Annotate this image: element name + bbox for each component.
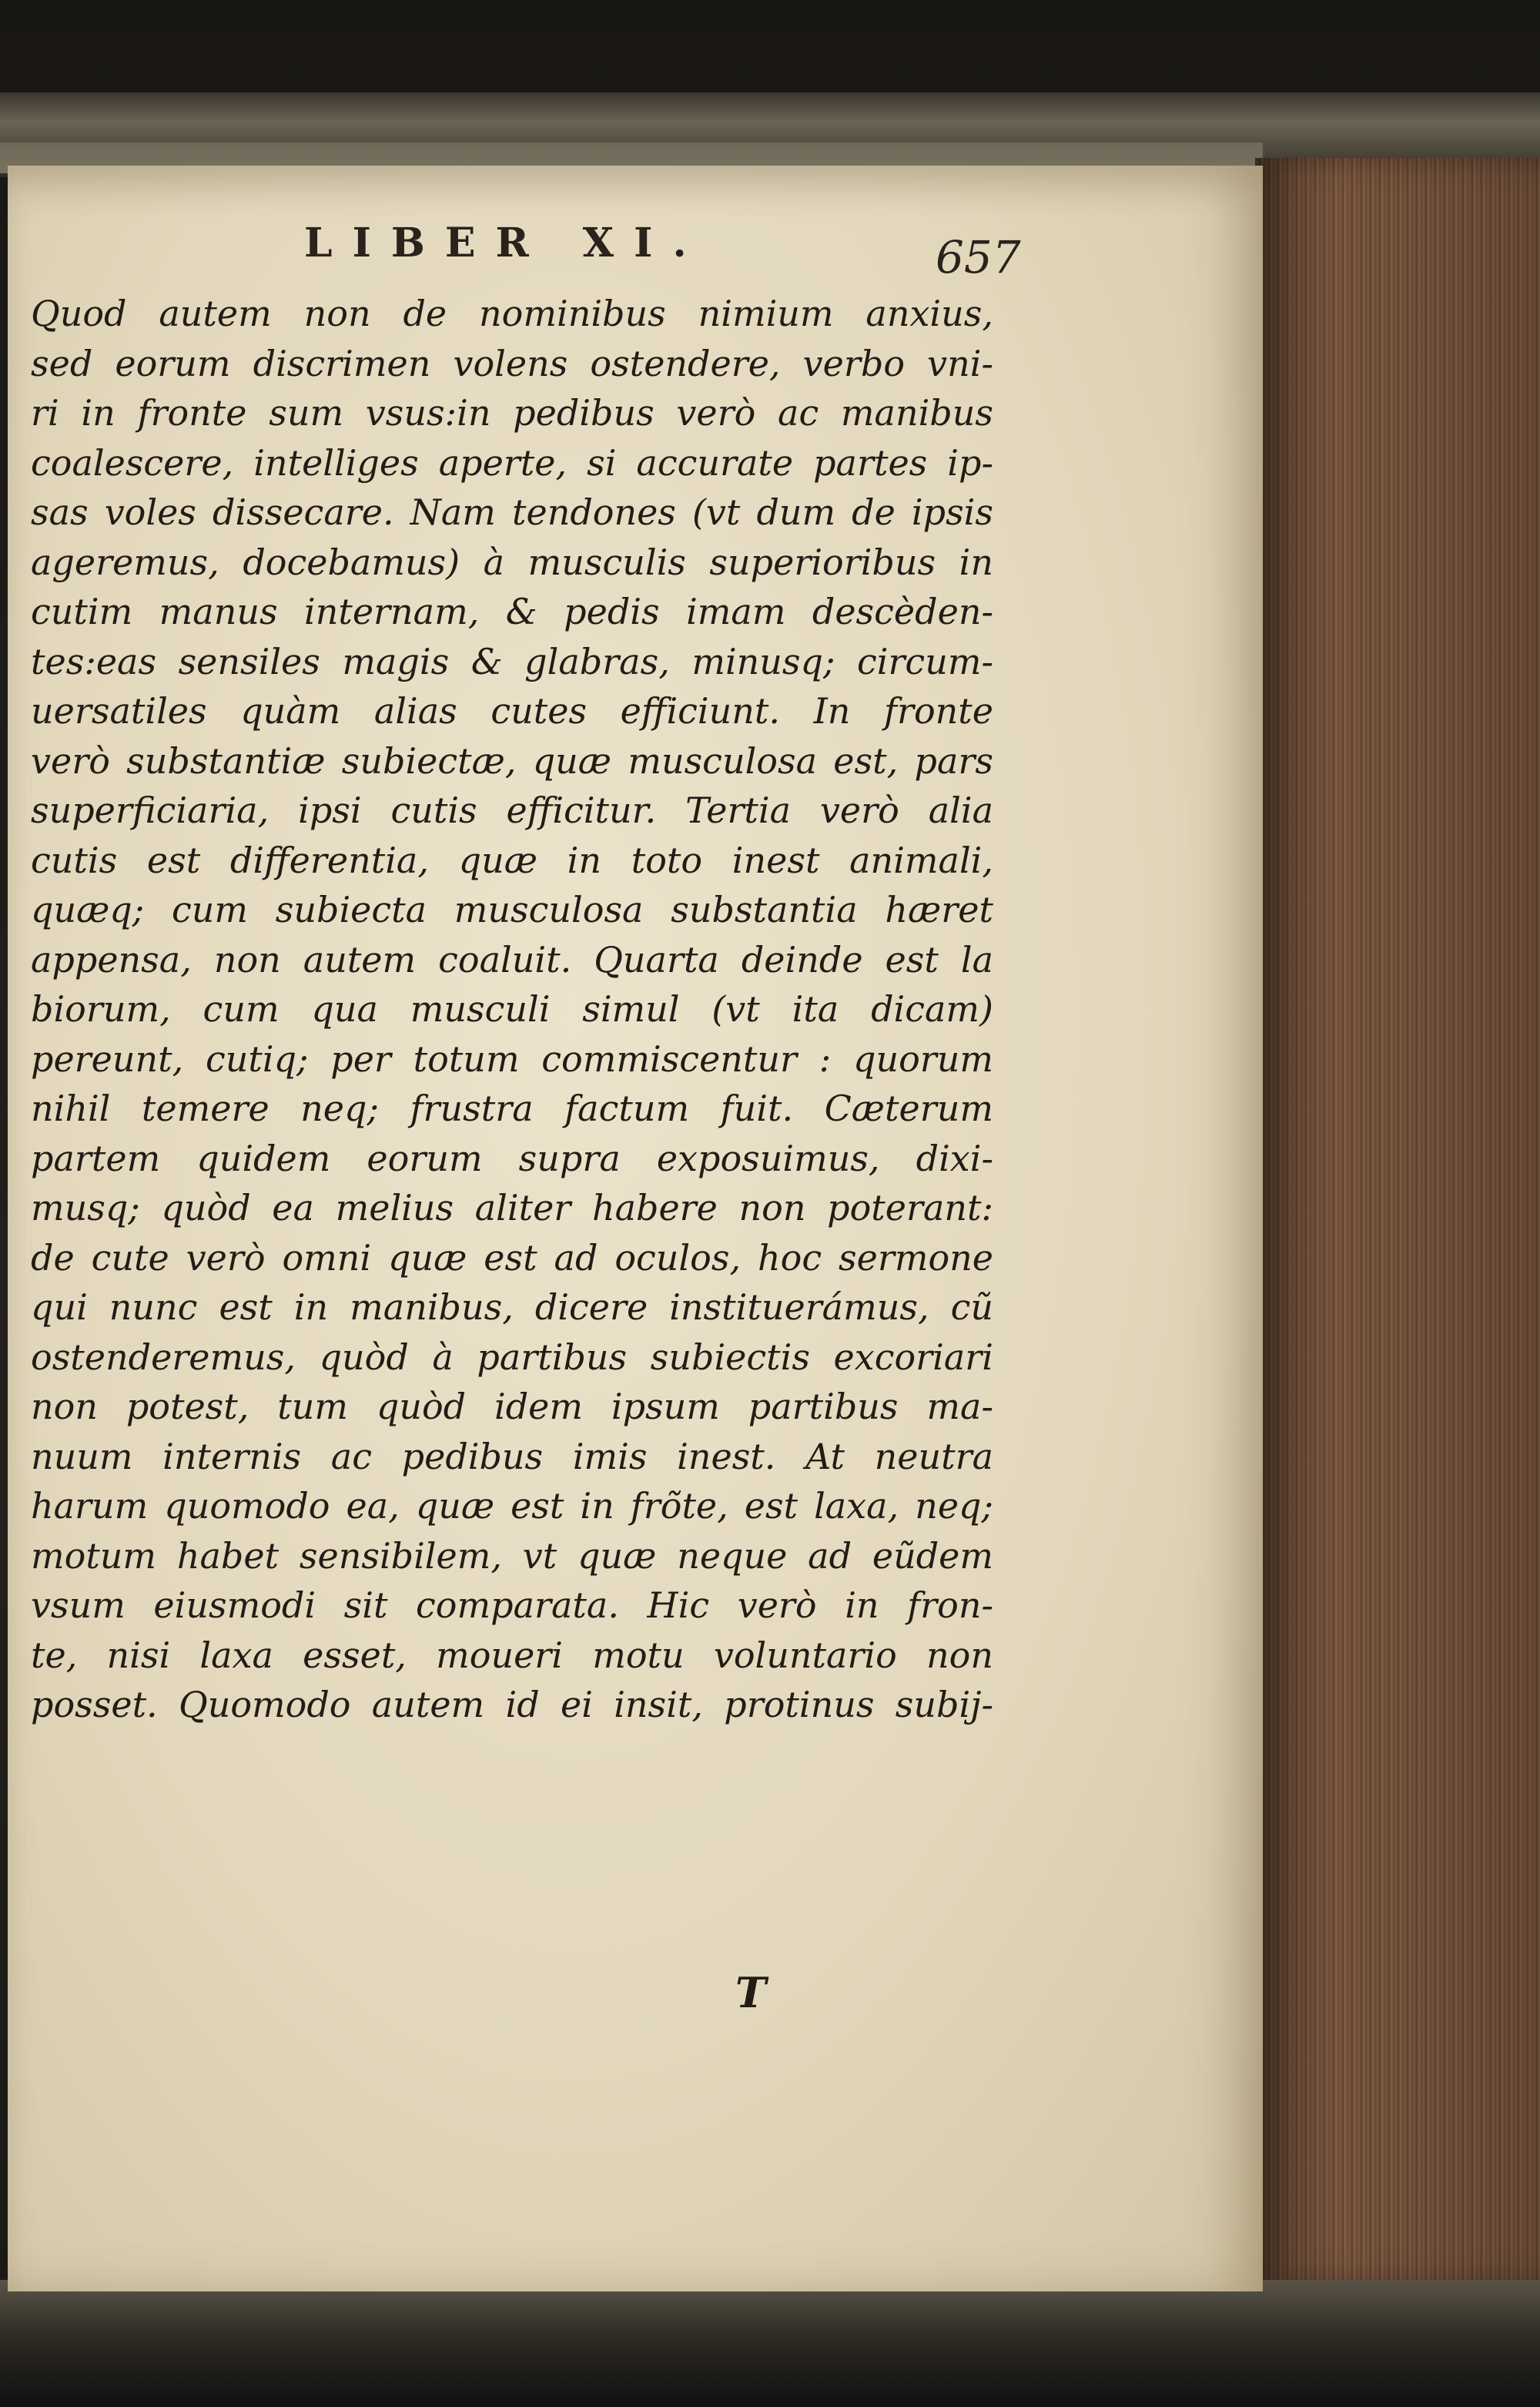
text-line: Quod autem non de nominibus nimium anxius, [31, 293, 993, 334]
running-head: LIBER XI. [304, 220, 707, 267]
text-line: uersatiles quàm alias cutes efficiunt. In fronte [31, 690, 993, 732]
text-line: superficiaria, ipsi cutis efficitur. Tertia verò alia [31, 789, 993, 831]
text-line: ri in fronte sum vsus:in pedibus verò ac manibus [31, 392, 993, 434]
book-bottom-edge [0, 2280, 1540, 2407]
fore-edge-shading [1255, 158, 1540, 2284]
text-line: te, nisi laxa esset, moueri motu voluntario non [31, 1634, 993, 1676]
text-line: coalescere, intelliges aperte, si accurate partes ip- [31, 441, 993, 484]
text-line: biorum, cum qua musculi simul (vt ita dicam) [31, 988, 993, 1030]
text-line: de cute verò omni quæ est ad oculos, hoc sermone [31, 1236, 993, 1279]
text-line: quæq; cum subiecta musculosa substantia hæret [31, 889, 993, 930]
text-line: sed eorum discrimen volens ostendere, verbo vni- [31, 342, 993, 384]
text-line: appensa, non autem coaluit. Quarta deinde est la [31, 938, 993, 981]
text-line: sas voles dissecare. Nam tendones (vt dum de ipsis [31, 491, 993, 533]
text-line: motum habet sensibilem, vt quæ neque ad eũdem [31, 1534, 993, 1577]
signature-mark: T [735, 1968, 767, 2017]
text-line: ostenderemus, quòd à partibus subiectis excoriari [31, 1336, 993, 1378]
text-line: pereunt, cutiq; per totum commiscentur : quorum [31, 1038, 993, 1080]
text-line: harum quomodo ea, quæ est in frõte, est laxa, neq; [31, 1485, 993, 1527]
text-line: musq; quòd ea melius aliter habere non poterant: [31, 1187, 993, 1229]
text-line: verò substantiæ subiectæ, quæ musculosa est, pars [31, 739, 993, 782]
text-line: qui nunc est in manibus, dicere instituerámus, cũ [31, 1286, 993, 1328]
page-number: 657 [936, 231, 1021, 283]
text-line: posset. Quomodo autem id ei insit, protinus subij- [31, 1684, 993, 1725]
text-line: non potest, tum quòd idem ipsum partibus ma- [31, 1386, 993, 1427]
text-line: cutis est differentia, quæ in toto inest animali, [31, 839, 993, 881]
text-line: tes:eas sensiles magis & glabras, minusq; circum- [31, 640, 993, 682]
body-text [31, 289, 993, 1730]
text-line: nuum internis ac pedibus imis inest. At neutra [31, 1435, 993, 1477]
text-line: ageremus, docebamus) à musculis superioribus in [31, 541, 993, 583]
text-line: cutim manus internam, & pedis imam descèden- [31, 591, 993, 632]
text-line: partem quidem eorum supra exposuimus, dixi- [31, 1137, 993, 1179]
text-line: vsum eiusmodi sit comparata. Hic verò in fron- [31, 1584, 993, 1626]
text-line: nihil temere neq; frustra factum fuit. Cæterum [31, 1088, 993, 1129]
